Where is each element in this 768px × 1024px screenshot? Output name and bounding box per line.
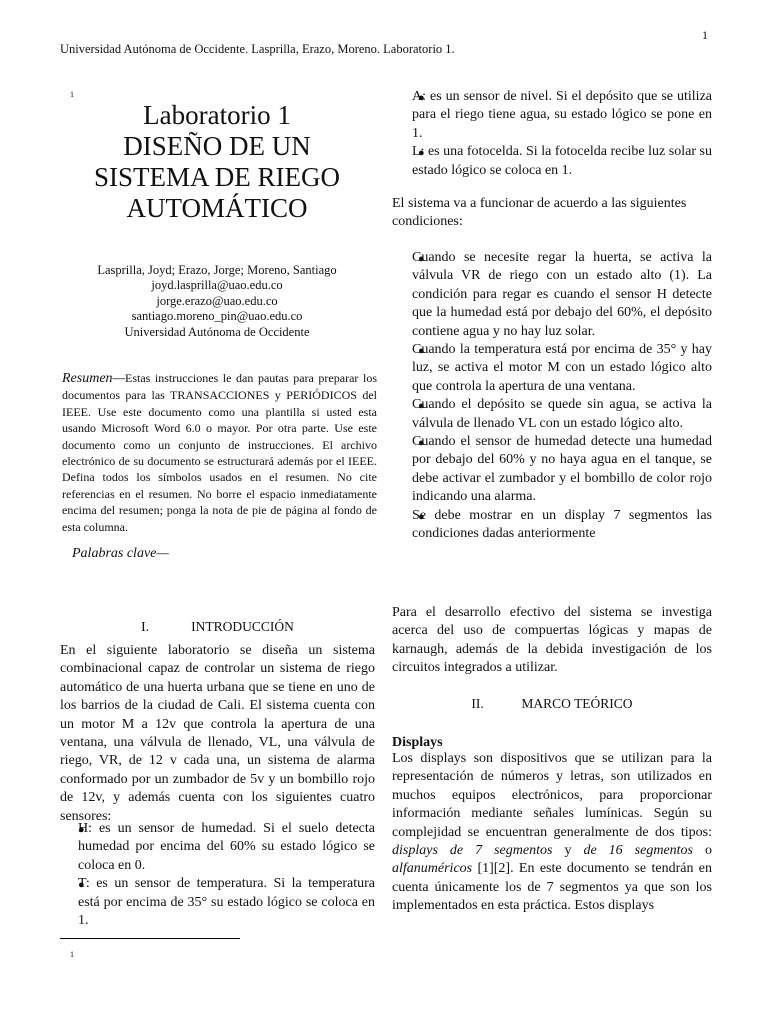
footnote-marker-bottom: 1 bbox=[70, 950, 74, 959]
conditions-list bbox=[412, 249, 712, 544]
list-item: ● Cuando se necesite regar la huerta, se activa la válvula VR de riego con un estado alto (1). La condición para regar es cuando el sensor H detecte que la humedad está por debajo del 60%, el depósito contiene agua y no hay luz solar. bbox=[412, 249, 712, 341]
list-item: ● Cuando el sensor de humedad detecte una humedad por debajo del 60% y no haya agua en el tanque, se debe activar el zumbador y el bombillo de color rojo indicando una alarma. bbox=[412, 433, 712, 507]
title-line-3: SISTEMA DE RIEGO bbox=[93, 162, 340, 192]
intro-paragraph: En el siguiente laboratorio se diseña un sistema combinacional capaz de controlar un sistema de riego automático de una huerta urbana que se tiene en uno de los barrios de la ciudad de Cali. El sistema cuenta con un motor M a 12v que controla la apertura de una ventana, una válvula de llenado, VL, una válvula de riego, VR, de 12 v cada una, un sistema de alarma conformado por un zumbador de 5v y un bombillo rojo de 12v, y además cuenta con los siguientes cuatro sensores: bbox=[60, 643, 375, 824]
author-names: Lasprilla, Joyd; Erazo, Jorge; Moreno, Santiago bbox=[97, 263, 337, 277]
footnote-marker: 1 bbox=[70, 90, 74, 99]
author-affiliation: Universidad Autónoma de Occidente bbox=[124, 324, 310, 339]
title-line-2: DISEÑO DE UN bbox=[123, 131, 311, 161]
closing-paragraph: Para el desarrollo efectivo del sistema se investiga acerca del uso de compuertas lógicas y mapas de karnaugh, además de la debida investigación de los circuitos integrados a utilizar. bbox=[392, 605, 712, 676]
displays-text-c: o bbox=[693, 843, 713, 859]
keywords-label: Palabras clave— bbox=[72, 546, 169, 561]
sensor-list-left bbox=[78, 820, 375, 930]
displays-text-a: Los displays son dispositivos que se utilizan para la representación de números y letras, son utilizados en muchos equipos electrónicos, para proporcionar información mediante señales lumínicas. Según su complejidad se encuentran generalmente de dos tipos: bbox=[392, 751, 712, 840]
displays-text-b: y bbox=[552, 843, 584, 859]
title-line-4: AUTOMÁTICO bbox=[126, 193, 308, 223]
abstract bbox=[62, 370, 377, 535]
author-email-3: santiago.moreno_pin@uao.edu.co bbox=[131, 309, 303, 324]
list-item: ● Se debe mostrar en un display 7 segmentos las condiciones dadas anteriormente bbox=[412, 507, 712, 544]
displays-paragraph bbox=[392, 750, 712, 916]
displays-text-d: [1][2]. En este documento se tendrán en cuenta únicamente los de 7 segmentos ya que son los implementados en esta práctica. Estos displays bbox=[392, 861, 712, 914]
running-header: Universidad Autónoma de Occidente. Lasprilla, Erazo, Moreno. Laboratorio 1. bbox=[60, 42, 455, 56]
list-item: ● T: es un sensor de temperatura. Si la temperatura está por encima de 35° su estado lógico se coloca en 1. bbox=[78, 875, 375, 930]
section-2-number: II. bbox=[471, 696, 484, 711]
list-item: ● A: es un sensor de nivel. Si el depósito que se utiliza para el riego tiene agua, su estado lógico se pone en 1. bbox=[412, 88, 712, 143]
section-2-heading bbox=[392, 696, 712, 712]
title-line-1: Laboratorio 1 bbox=[143, 100, 291, 130]
paper-title bbox=[62, 100, 372, 224]
displays-em-3: alfanuméricos bbox=[392, 861, 473, 877]
list-item: ● L: es una fotocelda. Si la fotocelda recibe luz solar su estado lógico se coloca en 1. bbox=[412, 143, 712, 180]
section-1-heading bbox=[60, 619, 375, 635]
section-1-number: I. bbox=[141, 619, 149, 634]
abstract-lead: Resumen— bbox=[62, 371, 125, 386]
list-item: ● H: es un sensor de humedad. Si el suelo detecta humedad por encima del 60% su estado lógico se coloca en 0. bbox=[78, 820, 375, 875]
displays-em-2: de 16 segmentos bbox=[583, 843, 693, 859]
author-block bbox=[62, 263, 372, 340]
footnote-rule bbox=[60, 938, 240, 939]
author-email-2: jorge.erazo@uao.edu.co bbox=[156, 293, 278, 308]
subsection-title: Displays bbox=[392, 735, 443, 750]
author-email-1: joyd.lasprilla@uao.edu.co bbox=[151, 278, 283, 293]
list-item: ● Cuando la temperatura está por encima de 35° y hay luz, se activa el motor M con un estado lógico alto que controla la apertura de una ventana. bbox=[412, 341, 712, 396]
displays-em-1: displays de 7 segmentos bbox=[392, 843, 553, 859]
section-2-title: MARCO TEÓRICO bbox=[521, 696, 633, 711]
abstract-text: Estas instrucciones le dan pautas para preparar los documentos para las TRANSACCIONES y PERIÓDICOS del IEEE. Use este documento como una plantilla si usted esta usando Microsoft Word 6.0 o mayor. Por otra parte. Use este documento como un conjunto de instrucciones. El archivo electrónico de su documento se estructurará además por el IEEE. Defina todos los símbolos usados en el resumen. No cite referencias en el resumen. No borre el espacio inmediatamente encima del resumen; ponga la nota de pie de página al fondo de esta columna. bbox=[62, 371, 377, 534]
page-number: 1 bbox=[702, 28, 708, 42]
conditions-intro: El sistema va a funcionar de acuerdo a las siguientes condiciones: bbox=[392, 196, 687, 230]
sensor-list-right bbox=[412, 88, 712, 180]
list-item: ● Cuando el depósito se quede sin agua, se activa la válvula de llenado VL con un estado lógico alto. bbox=[412, 396, 712, 433]
section-1-title: INTRODUCCIÓN bbox=[191, 619, 294, 634]
